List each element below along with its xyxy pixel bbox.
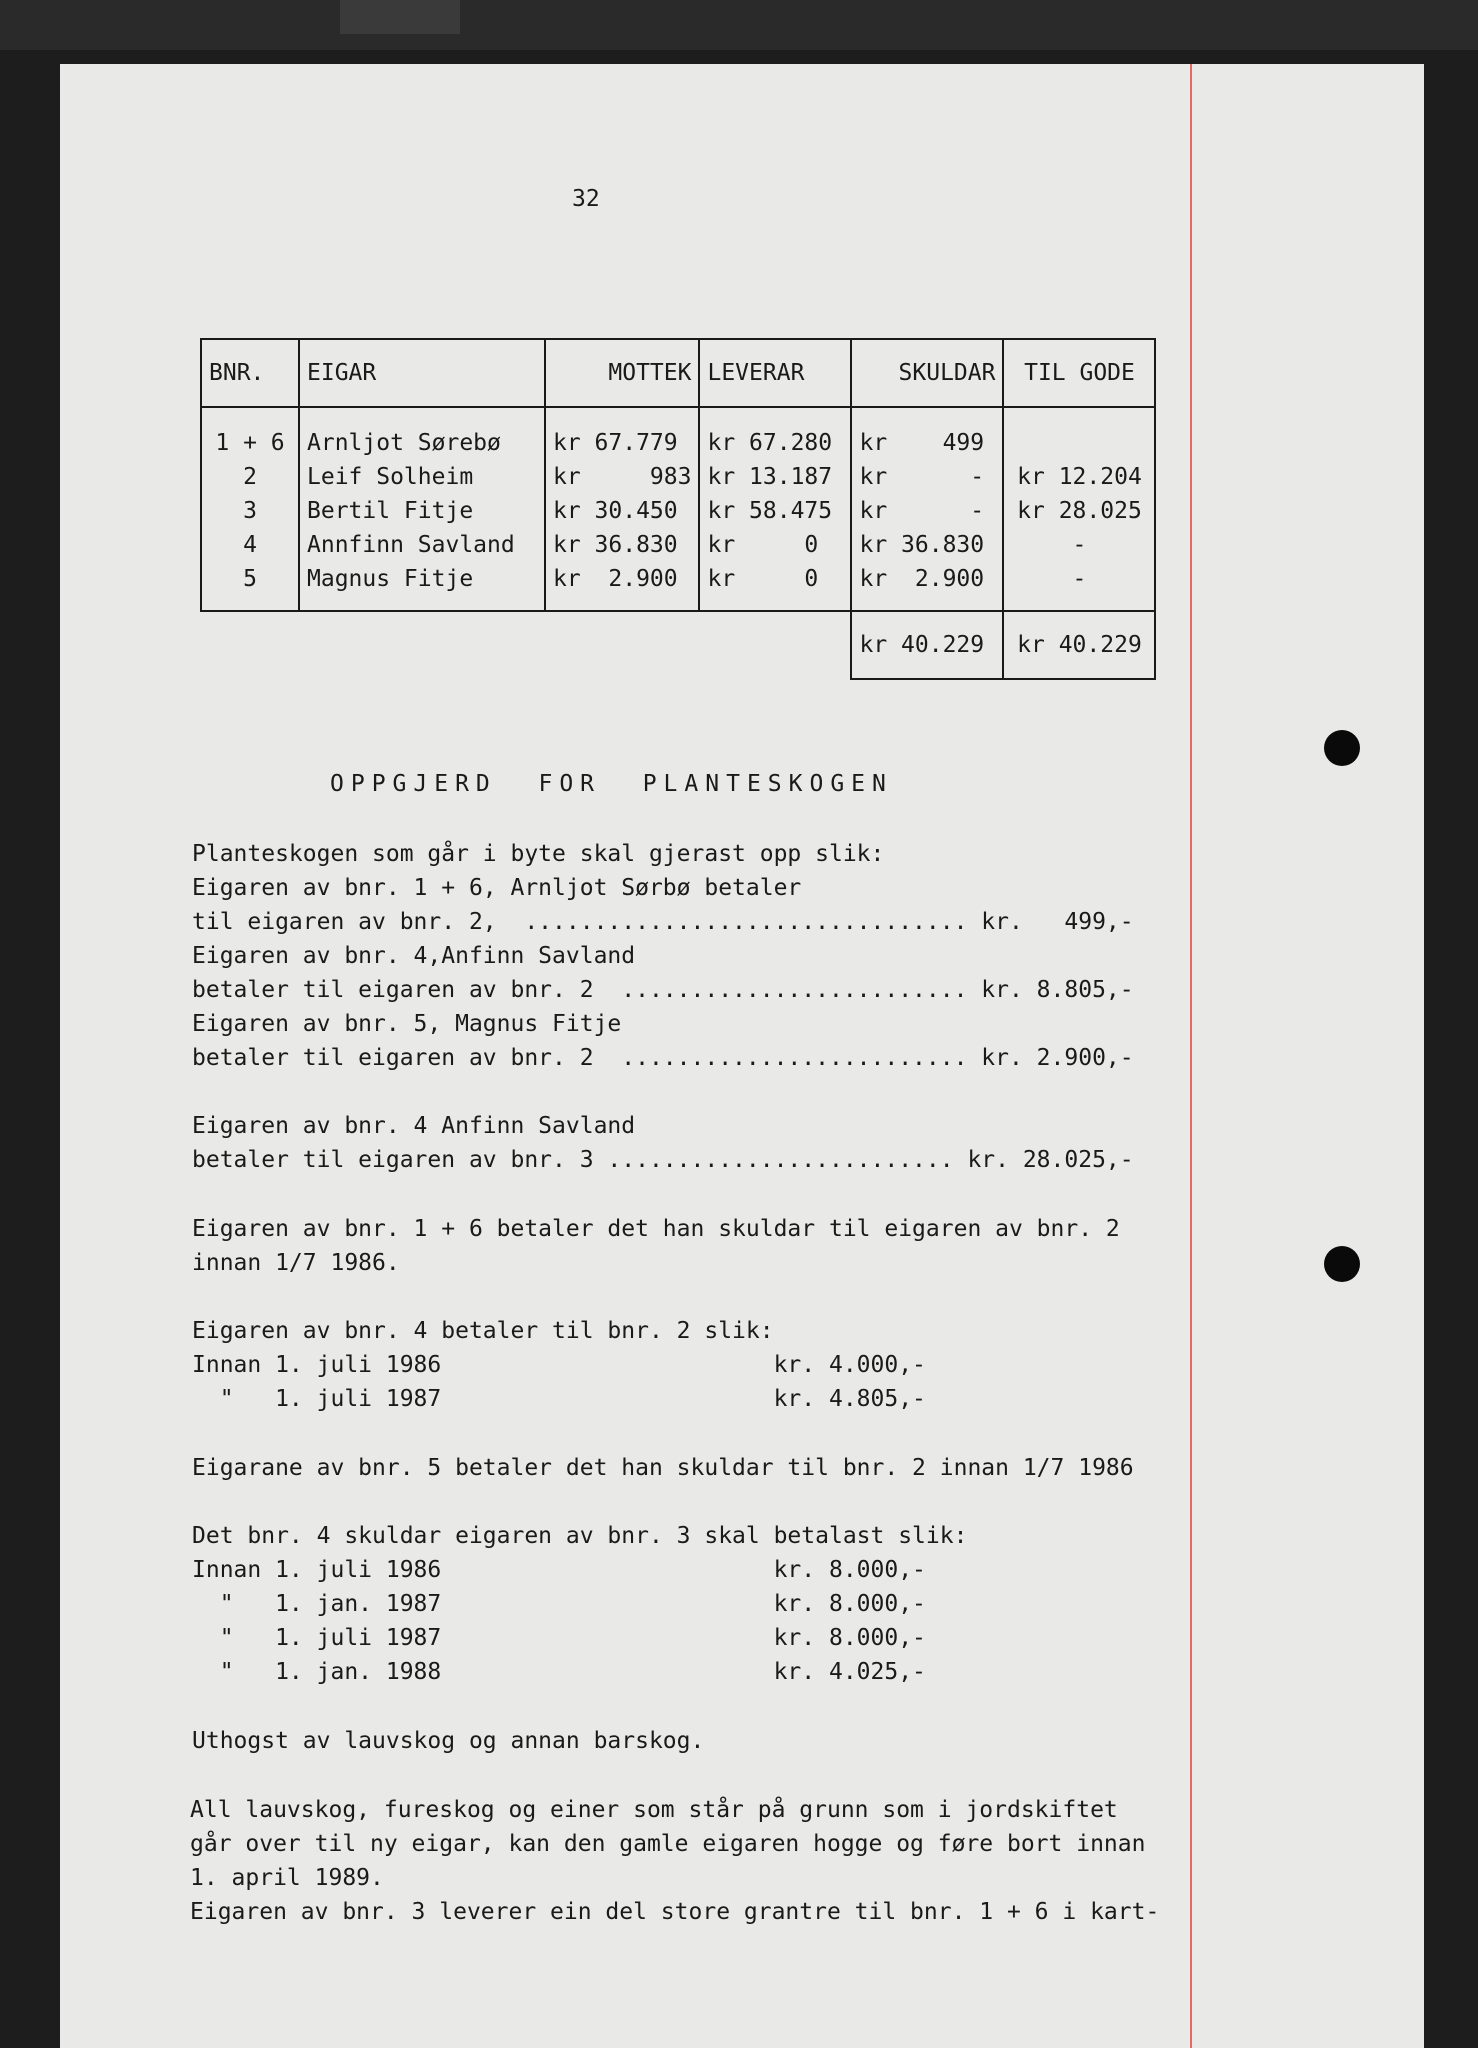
punch-hole-top: [1324, 730, 1360, 766]
total-til-gode: kr 40.229: [1003, 611, 1155, 679]
text-line: " 1. juli 1987 kr. 8.000,-: [192, 1625, 926, 1651]
text-line: Uthogst av lauvskog og annan barskog.: [192, 1728, 705, 1754]
text-line: Det bnr. 4 skuldar eigaren av bnr. 3 skal betalast slik:: [192, 1523, 968, 1549]
cell-mottek: kr 36.830: [545, 528, 699, 562]
cell-til-gode: [1003, 407, 1155, 460]
table-header-row: [201, 339, 1155, 407]
text-line: går over til ny eigar, kan den gamle eigaren hogge og føre bort innan: [190, 1831, 1146, 1857]
cell-leverar: kr 13.187: [699, 460, 851, 494]
table-totals-row: [201, 611, 1155, 679]
table-row: [201, 494, 1155, 528]
cell-bnr: 4: [201, 528, 299, 562]
cell-bnr: 2: [201, 460, 299, 494]
cell-eigar: Leif Solheim: [299, 460, 545, 494]
cell-til-gode: -: [1003, 562, 1155, 611]
cell-leverar: kr 0: [699, 528, 851, 562]
text-line: Eigaren av bnr. 3 leverer ein del store grantre til bnr. 1 + 6 i kart-: [190, 1899, 1160, 1925]
cell-bnr: 3: [201, 494, 299, 528]
text-line: " 1. jan. 1988 kr. 4.025,-: [192, 1659, 926, 1685]
table-row: [201, 407, 1155, 460]
cell-eigar: Annfinn Savland: [299, 528, 545, 562]
section-heading: OPPGJERD FOR PLANTESKOGEN: [330, 771, 893, 797]
punch-hole-bottom: [1324, 1246, 1360, 1282]
text-line: Innan 1. juli 1986 kr. 4.000,-: [192, 1352, 926, 1378]
header-mottek: MOTTEK: [545, 339, 699, 407]
header-skuldar: SKULDAR: [851, 339, 1003, 407]
page-number: 32: [572, 186, 600, 212]
cell-skuldar: kr -: [851, 460, 1003, 494]
binder-clip: [340, 0, 460, 34]
text-line: betaler til eigaren av bnr. 2 ......................... kr. 8.805,-: [192, 977, 1134, 1003]
cell-leverar: kr 58.475: [699, 494, 851, 528]
cell-eigar: Arnljot Sørebø: [299, 407, 545, 460]
cell-skuldar: kr 499: [851, 407, 1003, 460]
cell-leverar: kr 0: [699, 562, 851, 611]
text-line: betaler til eigaren av bnr. 2 ......................... kr. 2.900,-: [192, 1045, 1134, 1071]
text-line: 1. april 1989.: [190, 1865, 384, 1891]
table-row: [201, 528, 1155, 562]
cell-mottek: kr 67.779: [545, 407, 699, 460]
text-line: Eigaren av bnr. 4 betaler til bnr. 2 slik:: [192, 1318, 774, 1344]
text-line: Eigaren av bnr. 5, Magnus Fitje: [192, 1011, 622, 1037]
cell-eigar: Bertil Fitje: [299, 494, 545, 528]
text-line: betaler til eigaren av bnr. 3 ......................... kr. 28.025,-: [192, 1147, 1134, 1173]
total-skuldar: kr 40.229: [851, 611, 1003, 679]
text-line: Eigaren av bnr. 4 Anfinn Savland: [192, 1113, 636, 1139]
cell-leverar: kr 67.280: [699, 407, 851, 460]
table-row: [201, 562, 1155, 611]
cell-til-gode: -: [1003, 528, 1155, 562]
header-eigar: EIGAR: [299, 339, 545, 407]
text-line: Eigaren av bnr. 1 + 6 betaler det han skuldar til eigaren av bnr. 2: [192, 1216, 1120, 1242]
text-line: til eigaren av bnr. 2, ................................ kr. 499,-: [192, 909, 1134, 935]
header-til-gode: TIL GODE: [1003, 339, 1155, 407]
cell-bnr: 5: [201, 562, 299, 611]
table-row: [201, 460, 1155, 494]
text-line: innan 1/7 1986.: [192, 1250, 400, 1276]
text-line: Eigarane av bnr. 5 betaler det han skuldar til bnr. 2 innan 1/7 1986: [192, 1455, 1134, 1481]
text-line: Planteskogen som går i byte skal gjerast opp slik:: [192, 841, 885, 867]
text-line: " 1. juli 1987 kr. 4.805,-: [192, 1386, 926, 1412]
text-line: Eigaren av bnr. 1 + 6, Arnljot Sørbø betaler: [192, 875, 802, 901]
cell-skuldar: kr -: [851, 494, 1003, 528]
text-line: Eigaren av bnr. 4,Anfinn Savland: [192, 943, 636, 969]
text-line: All lauvskog, fureskog og einer som står på grunn som i jordskiftet: [190, 1797, 1118, 1823]
text-line: " 1. jan. 1987 kr. 8.000,-: [192, 1591, 926, 1617]
cell-til-gode: kr 12.204: [1003, 460, 1155, 494]
cell-mottek: kr 2.900: [545, 562, 699, 611]
cell-mottek: kr 30.450: [545, 494, 699, 528]
text-line: Innan 1. juli 1986 kr. 8.000,-: [192, 1557, 926, 1583]
margin-line: [1190, 64, 1192, 2048]
cell-eigar: Magnus Fitje: [299, 562, 545, 611]
cell-mottek: kr 983: [545, 460, 699, 494]
settlement-table: [200, 338, 1156, 680]
cell-bnr: 1 + 6: [201, 407, 299, 460]
cell-skuldar: kr 36.830: [851, 528, 1003, 562]
cell-til-gode: kr 28.025: [1003, 494, 1155, 528]
scanner-background-top: [0, 0, 1478, 50]
header-leverar: LEVERAR: [699, 339, 851, 407]
header-bnr: BNR.: [201, 339, 299, 407]
cell-skuldar: kr 2.900: [851, 562, 1003, 611]
